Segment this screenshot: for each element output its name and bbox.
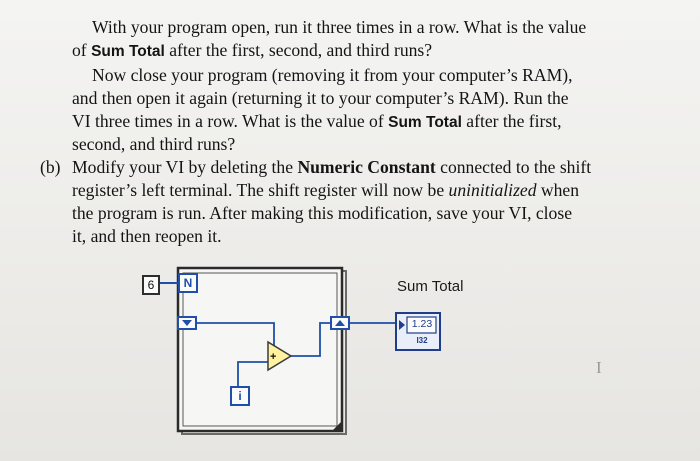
- left-shift-register: [178, 317, 196, 329]
- text-span: register’s left terminal. The shift register will now be: [72, 180, 449, 200]
- text-span: and then open it again (returning it to your computer’s RAM). Run the: [72, 88, 569, 108]
- text-span: it, and then reopen it.: [72, 226, 222, 246]
- text-span: Now close your program (removing it from your computer’s RAM),: [92, 65, 573, 85]
- text-span: the program is run. After making this modification, save your VI, close: [72, 203, 573, 223]
- text-span: second, and third runs?: [72, 134, 236, 154]
- iteration-terminal: [230, 386, 250, 406]
- text-span: of: [72, 40, 92, 60]
- text-span: With your program open, run it three times in a row. What is the value: [92, 17, 587, 37]
- count-terminal: [178, 273, 198, 293]
- emphasis-text: uninitialized: [448, 180, 537, 200]
- count-terminal-label: N: [183, 276, 193, 290]
- numeric-constant-value: 6: [147, 278, 155, 292]
- text-span: (b): [40, 157, 61, 177]
- sum-total-term: Sum Total: [388, 114, 462, 131]
- numeric-constant: [142, 275, 160, 295]
- numeric-constant-term: Numeric Constant: [297, 157, 436, 177]
- svg-text:+: +: [270, 351, 277, 363]
- indicator-type: I32: [416, 336, 428, 345]
- text-span: after the first, second, and third runs?: [164, 40, 433, 60]
- text-span: Modify your VI by deleting the: [72, 157, 298, 177]
- indicator-value: 1.23: [411, 318, 433, 330]
- indicator-label: Sum Total: [397, 278, 464, 295]
- text-span: when: [536, 180, 580, 200]
- text-span: connected to the shift: [435, 157, 592, 177]
- iteration-terminal-label: i: [238, 389, 242, 403]
- text-span: after the first,: [461, 111, 562, 131]
- right-shift-register: [331, 317, 349, 329]
- text-cursor-icon: I: [596, 358, 602, 377]
- sum-total-term: Sum Total: [91, 43, 165, 60]
- text-span: VI three times in a row. What is the value of: [72, 111, 389, 131]
